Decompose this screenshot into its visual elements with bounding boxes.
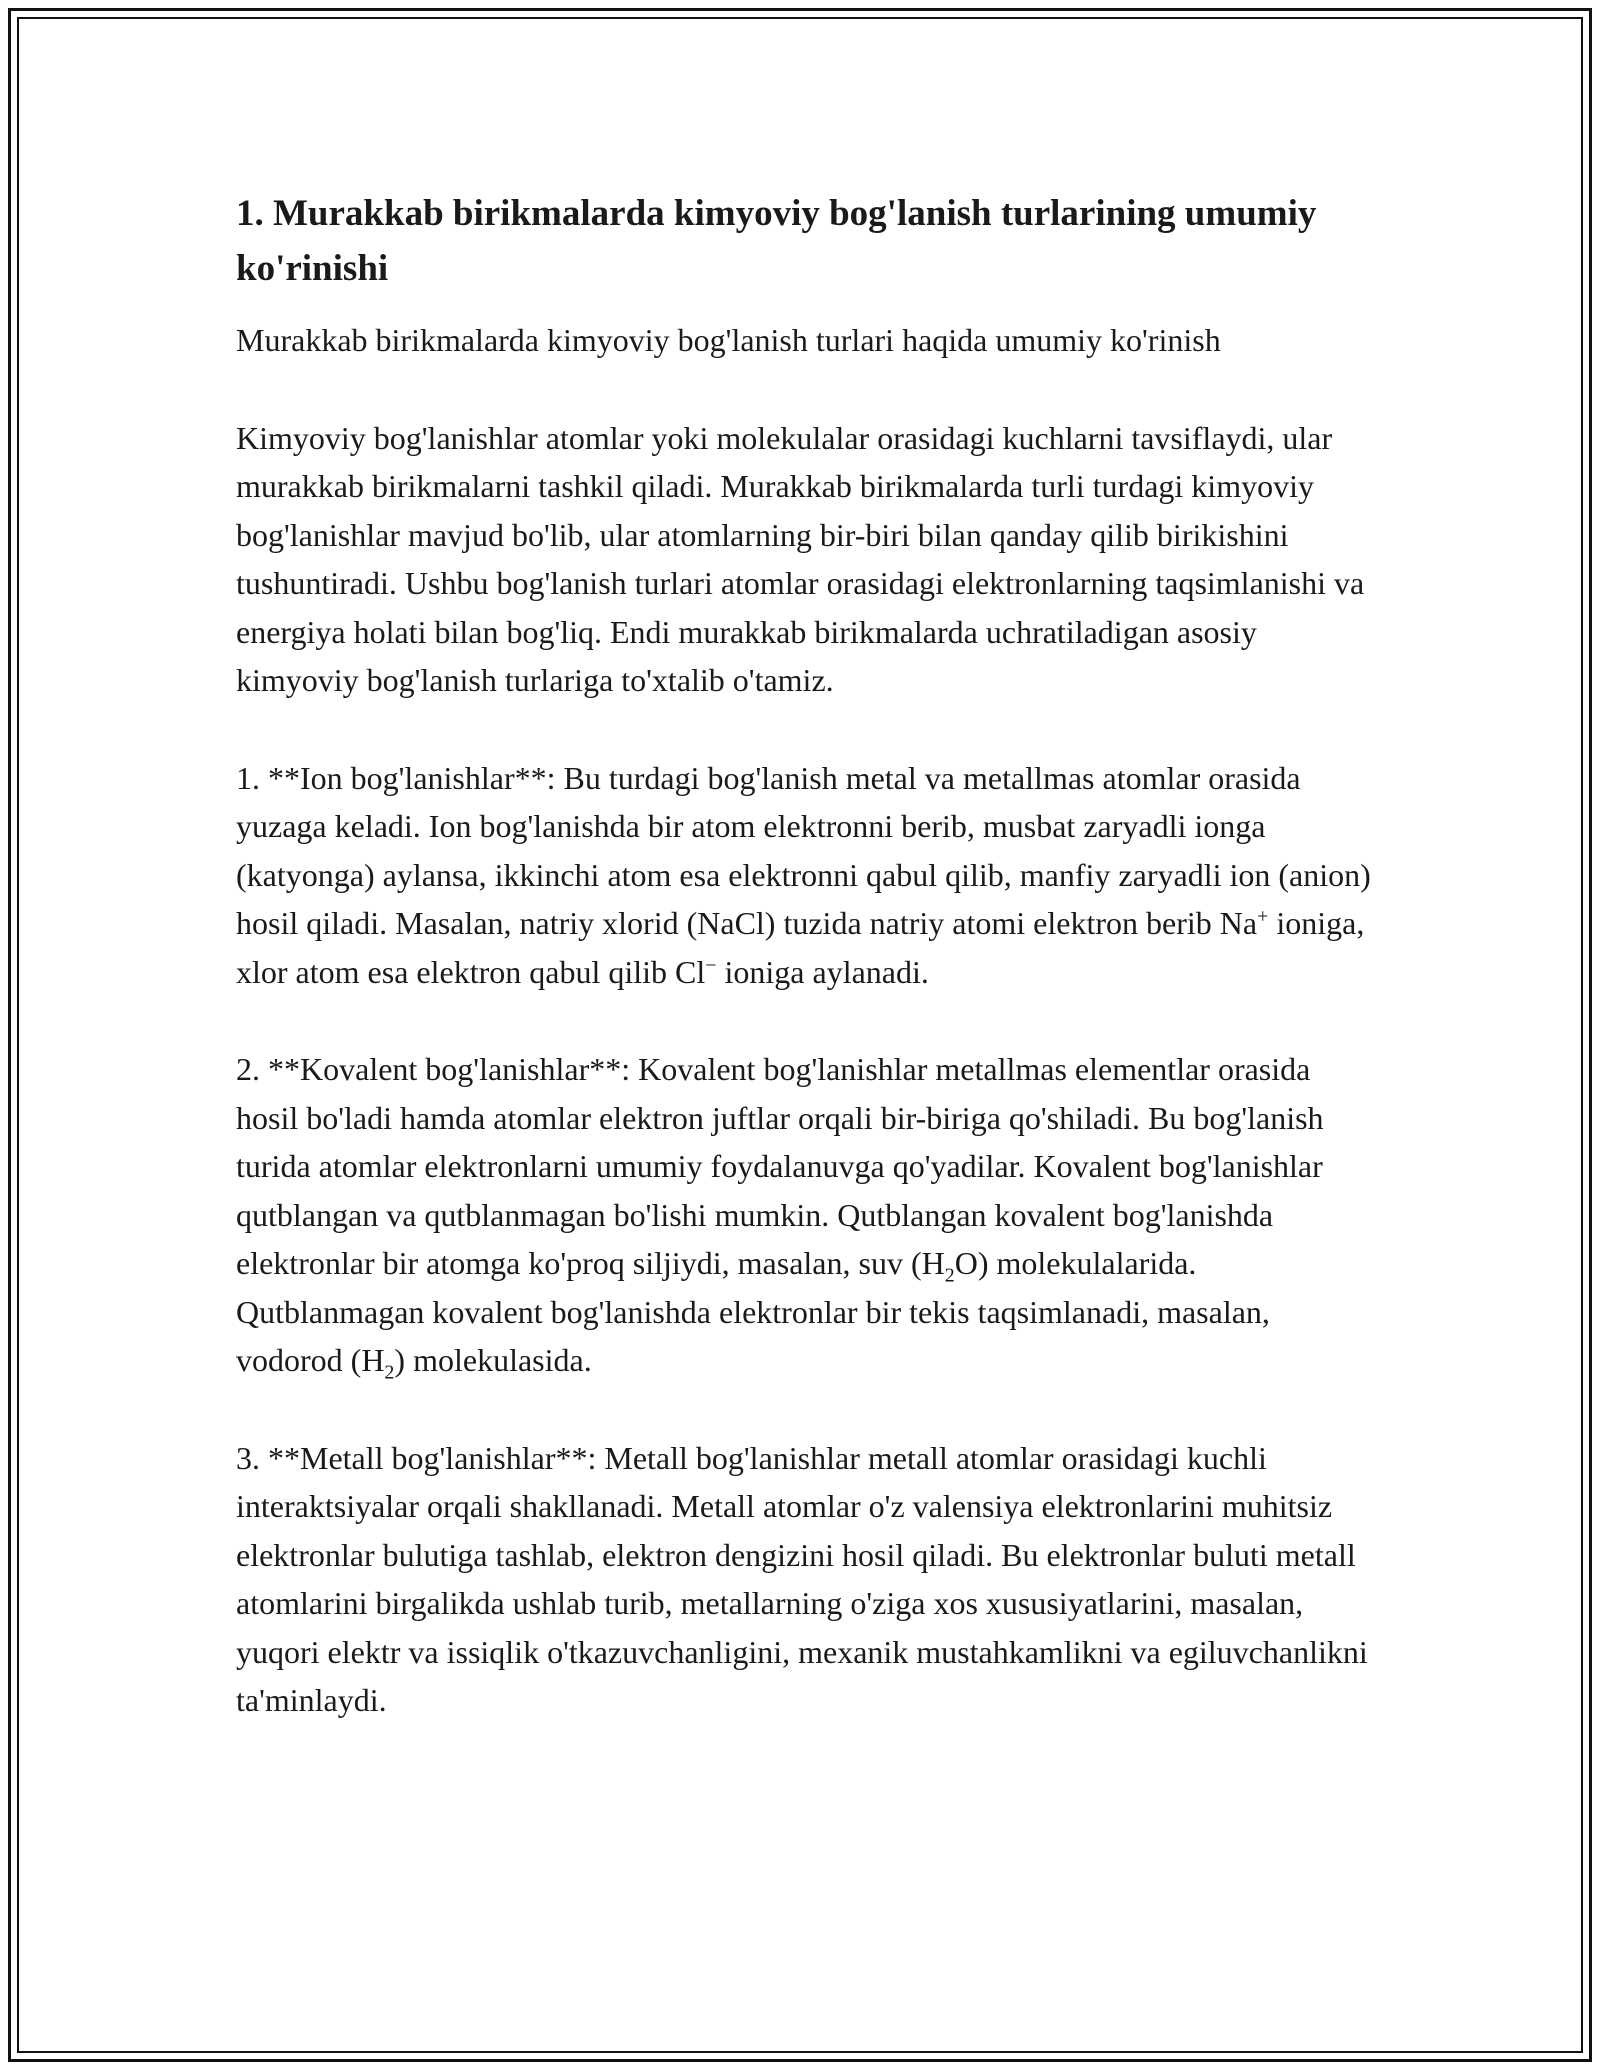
intro-paragraph: Kimyoviy bog'lanishlar atomlar yoki molekulalar orasidagi kuchlarni tavsiflaydi, ular murakkab birikmalarni tashkil qiladi. Murakkab birikmalarda turli turdagi kimyoviy bog'lanishlar mavjud bo'lib, ular atomlarning bir-biri bilan qanday qilib birikishini tushuntiradi. Ushbu bog'lanish turlari atomlar orasidagi elektronlarning taqsimlanishi va energiya holati bilan bog'liq. Endi murakkab birikmalarda uchratiladigan asosiy kimyoviy bog'lanish turlariga to'xtalib o'tamiz.	[236, 419, 1365, 698]
hydrogen-subscript: 2	[384, 1361, 395, 1384]
metallic-bond-paragraph: 3. **Metall bog'lanishlar**: Metall bog'lanishlar metall atomlar orasidagi kuchli interaktsiyalar orqali shakllanadi. Metall atomlar o'z valensiya elektronlarini muhitsiz elektronlar bulutiga tashlab, elektron dengizini hosil qiladi. Bu elektronlar buluti metall atomlarini birgalikda ushlab turib, metallarning o'ziga xos xususiyatlarini, masalan, yuqori elektr va issiqlik o'tkazuvchanligini, mexanik mustahkamlikni va egiluvchanlikni ta'minlaydi.	[236, 1439, 1368, 1718]
chloride-charge: −	[705, 953, 717, 976]
document-title: 1. Murakkab birikmalarda kimyoviy bog'lanish turlarining umumiy ko'rinishi	[236, 193, 1317, 289]
sodium-charge: +	[1257, 905, 1269, 928]
covalent-text-3: ) molekulasida.	[394, 1342, 592, 1378]
covalent-bond-paragraph	[236, 1045, 1376, 1385]
ionic-bond-paragraph	[236, 754, 1376, 997]
covalent-text-1: 2. **Kovalent bog'lanishlar**: Kovalent bog'lanishlar metallmas elementlar orasida hosil bo'ladi hamda atomlar elektron juftlar orqali bir-biriga qo'shiladi. Bu bog'lanish turida atomlar elektronlarni umumiy foydalanuvga qo'yadilar. Kovalent bog'lanishlar qutblangan va qutblanmagan bo'lishi mumkin. Qutblangan kovalent bog'lanishda elektronlar bir atomga ko'proq siljiydi, masalan, suv (H	[236, 1051, 1324, 1281]
document-body	[236, 186, 1376, 1725]
covalent-text-2: O) molekulalarida. Qutblanmagan kovalent bog'lanishda elektronlar bir tekis taqsimlanadi, masalan, vodorod (H	[236, 1245, 1270, 1378]
ionic-text-2: ioniga, xlor atom esa elektron qabul qilib Cl	[236, 905, 1365, 990]
ionic-text-1: 1. **Ion bog'lanishlar**: Bu turdagi bog'lanish metal va metallmas atomlar orasida yuzaga keladi. Ion bog'lanishda bir atom elektronni berib, musbat zaryadli ionga (katyonga) aylansa, ikkinchi atom esa elektronni qabul qilib, manfiy zaryadli ion (anion) hosil qiladi. Masalan, natriy xlorid (NaCl) tuzida natriy atomi elektron berib Na	[236, 759, 1371, 941]
ionic-text-3: ioniga aylanadi.	[716, 953, 929, 990]
water-subscript: 2	[944, 1264, 955, 1287]
document-subtitle: Murakkab birikmalarda kimyoviy bog'lanish turlari haqida umumiy ko'rinish	[236, 322, 1221, 358]
